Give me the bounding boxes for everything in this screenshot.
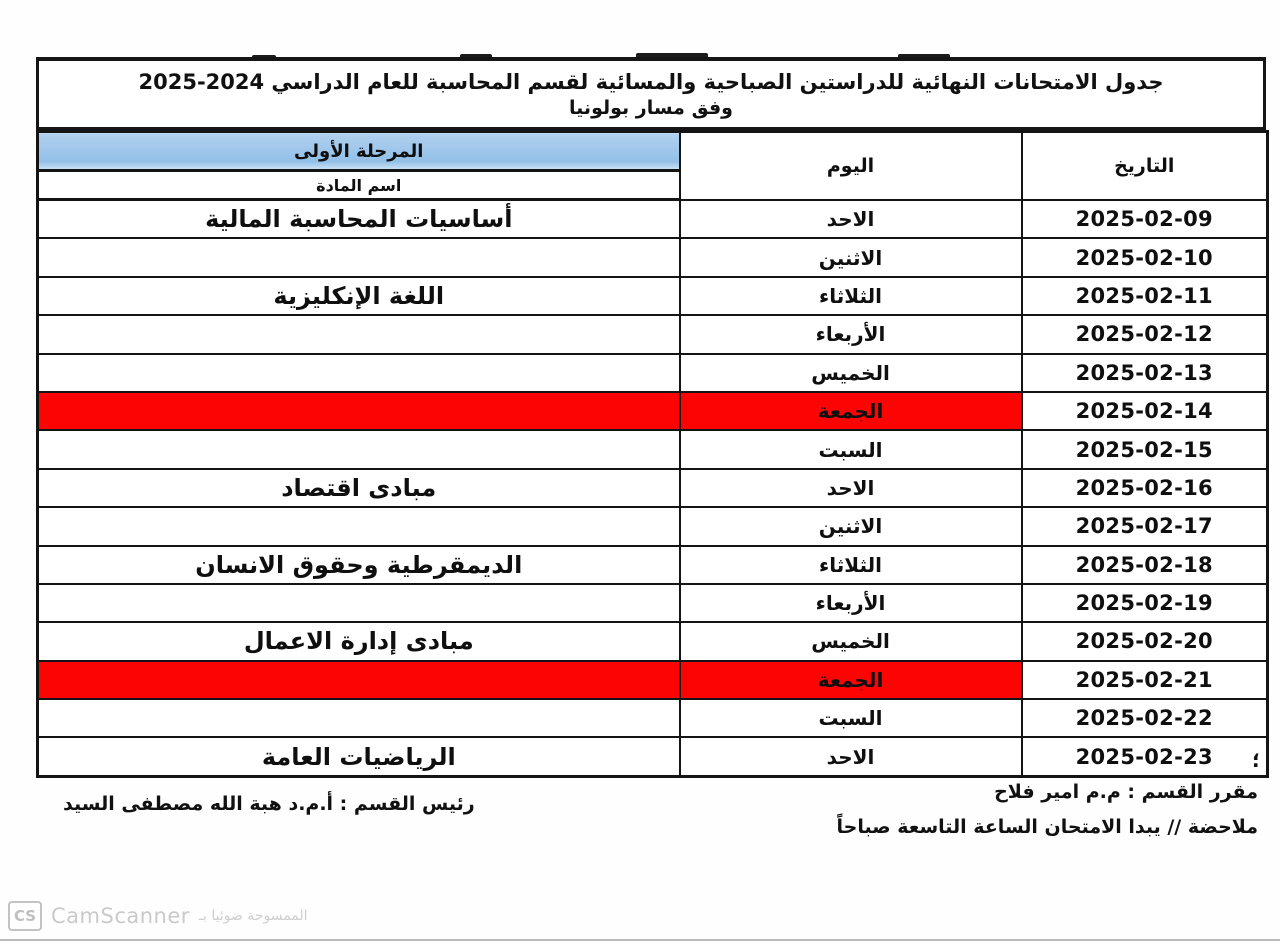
subject-cell	[38, 238, 680, 276]
day-cell: الاثنين	[680, 238, 1022, 276]
subject-cell: اللغة الإنكليزية	[38, 277, 680, 315]
day-cell: الخميس	[680, 354, 1022, 392]
subject-cell	[38, 392, 680, 430]
table-row	[38, 200, 1268, 239]
table-row	[38, 622, 1268, 660]
date-cell: 2025-02-09	[1022, 200, 1268, 239]
date-cell: 2025-02-12	[1022, 315, 1268, 353]
date-cell: 2025-02-20	[1022, 622, 1268, 660]
table-row	[38, 546, 1268, 584]
table-row	[38, 737, 1268, 776]
date-cell: 2025-02-18	[1022, 546, 1268, 584]
table-row	[38, 315, 1268, 353]
page-bottom-divider	[0, 939, 1280, 941]
date-cell: 2025-02-15	[1022, 430, 1268, 468]
camscanner-watermark	[8, 900, 308, 932]
date-cell: 2025-02-22	[1022, 699, 1268, 737]
column-header-date: التاريخ	[1022, 132, 1268, 200]
stage-header: المرحلة الأولى	[38, 132, 680, 171]
date-cell: 2025-02-10	[1022, 238, 1268, 276]
table-row	[38, 277, 1268, 315]
table-row	[38, 354, 1268, 392]
document-title: جدول الامتحانات النهائية للدراستين الصباحية والمسائية لقسم المحاسبة للعام الدراسي 2024‏-‏2025	[138, 69, 1164, 94]
subject-cell: الرياضيات العامة	[38, 737, 680, 776]
subject-cell	[38, 699, 680, 737]
date-cell: 2025-02-16	[1022, 469, 1268, 507]
table-row	[38, 469, 1268, 507]
subject-cell: مبادى اقتصاد	[38, 469, 680, 507]
day-cell: الخميس	[680, 622, 1022, 660]
day-cell: الجمعة	[680, 661, 1022, 699]
day-cell: السبت	[680, 430, 1022, 468]
day-cell: الأربعاء	[680, 584, 1022, 622]
document-title-box	[36, 57, 1266, 130]
date-cell: 2025-02-17	[1022, 507, 1268, 545]
day-cell: الاحد	[680, 737, 1022, 776]
day-cell: السبت	[680, 699, 1022, 737]
table-row	[38, 699, 1268, 737]
day-cell: الثلاثاء	[680, 546, 1022, 584]
table-row-holiday	[38, 392, 1268, 430]
column-header-subject: اسم المادة	[38, 171, 680, 200]
header-row	[38, 132, 1268, 171]
subject-cell: الديمقرطية وحقوق الانسان	[38, 546, 680, 584]
day-cell: الاثنين	[680, 507, 1022, 545]
table-row-holiday	[38, 661, 1268, 699]
date-cell: 2025-02-13	[1022, 354, 1268, 392]
exam-time-note: ملاحضة // يبدا الامتحان الساعة التاسعة صباحاً	[836, 816, 1258, 838]
day-cell: الثلاثاء	[680, 277, 1022, 315]
table-row	[38, 430, 1268, 468]
subject-cell	[38, 584, 680, 622]
day-cell: الجمعة	[680, 392, 1022, 430]
day-cell: الأربعاء	[680, 315, 1022, 353]
document-subtitle: وفق مسار بولونيا	[569, 96, 733, 119]
exam-schedule-table	[36, 130, 1269, 778]
subject-cell: أساسيات المحاسبة المالية	[38, 200, 680, 239]
camscanner-brand-text: CamScanner	[51, 904, 190, 928]
subject-cell	[38, 315, 680, 353]
date-cell: 2025-02-21	[1022, 661, 1268, 699]
subject-cell	[38, 661, 680, 699]
department-coordinator-signature: مقرر القسم : م.م امير فلاح	[994, 781, 1258, 803]
day-cell: الاحد	[680, 469, 1022, 507]
day-cell: الاحد	[680, 200, 1022, 239]
table-row	[38, 507, 1268, 545]
punctuation-mark: ؛	[1252, 748, 1260, 772]
subject-cell	[38, 430, 680, 468]
table-row	[38, 584, 1268, 622]
camscanner-logo-icon: CS	[8, 901, 42, 931]
subject-cell	[38, 354, 680, 392]
date-cell: 2025-02-19	[1022, 584, 1268, 622]
table-row	[38, 238, 1268, 276]
subject-cell: مبادى إدارة الاعمال	[38, 622, 680, 660]
date-cell: 2025-02-23	[1022, 737, 1268, 776]
subject-cell	[38, 507, 680, 545]
scanned-with-text: الممسوحة ضوئيا بـ	[198, 908, 308, 924]
date-cell: 2025-02-14	[1022, 392, 1268, 430]
department-head-signature: رئيس القسم : أ.م.د هبة الله مصطفى السيد	[63, 793, 475, 815]
column-header-day: اليوم	[680, 132, 1022, 200]
date-cell: 2025-02-11	[1022, 277, 1268, 315]
